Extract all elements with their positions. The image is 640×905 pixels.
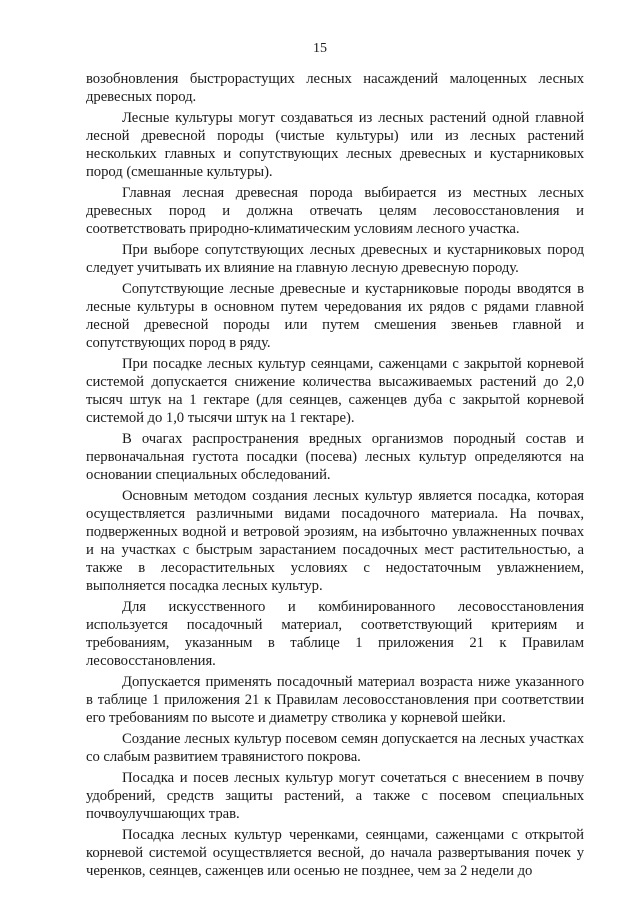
paragraph-6: При посадке лесных культур сеянцами, саженцами с закрытой корневой системой допускается снижение количества высаживаемых растений до 2,0 тысяч штук на 1 гектаре (для сеянцев, саженцев дуба с закрытой корневой системой до 1,0 тысячи штук на 1 гектаре). xyxy=(86,356,584,426)
paragraph-13: Посадка лесных культур черенками, сеянцами, саженцами с открытой корневой системой осуществляется весной, до начала развертывания почек у черенков, сеянцев, саженцев или осенью не позднее, чем за 2 недели до xyxy=(86,827,584,879)
paragraph-4: При выборе сопутствующих лесных древесных и кустарниковых пород следует учитывать их влияние на главную лесную древесную породу. xyxy=(86,242,584,276)
paragraph-2: Лесные культуры могут создаваться из лесных растений одной главной лесной древесной породы (чистые культуры) или из лесных растений нескольких главных и сопутствующих лесных древесных и кустарниковых пород (смешанные культуры). xyxy=(86,110,584,180)
page-number: 15 xyxy=(313,41,327,56)
paragraph-12: Посадка и посев лесных культур могут сочетаться с внесением в почву удобрений, средств защиты растений, а также с посевом специальных почвоулучшающих трав. xyxy=(86,770,584,822)
paragraph-8: Основным методом создания лесных культур является посадка, которая осуществляется различными видами посадочного материала. На почвах, подверженных водной и ветровой эрозиям, на избыточно увлажненных почвах и на участках с быстрым зарастанием посадочных мест растительностью, а также в лесорастительных условиях с недостаточным увлажнением, выполняется посадка лесных культур. xyxy=(86,488,584,594)
paragraph-9: Для искусственного и комбинированного лесовосстановления используется посадочный материал, соответствующий критериям и требованиям, указанным в таблице 1 приложения 21 к Правилам лесовосстановления. xyxy=(86,599,584,669)
paragraph-1: возобновления быстрорастущих лесных насаждений малоценных лесных древесных пород. xyxy=(86,71,584,105)
paragraph-11: Создание лесных культур посевом семян допускается на лесных участках со слабым развитием травянистого покрова. xyxy=(86,731,584,765)
paragraph-5: Сопутствующие лесные древесные и кустарниковые породы вводятся в лесные культуры в основном путем чередования их рядов с рядами главной лесной древесной породы или путем смешения звеньев главной и сопутствующих пород в ряду. xyxy=(86,281,584,351)
paragraph-10: Допускается применять посадочный материал возраста ниже указанного в таблице 1 приложения 21 к Правилам лесовосстановления при соответствии его требованиям по высоте и диаметру стволика у корневой шейки. xyxy=(86,674,584,726)
paragraph-7: В очагах распространения вредных организмов породный состав и первоначальная густота посадки (посева) лесных культур определяются на основании специальных обследований. xyxy=(86,431,584,483)
paragraph-3: Главная лесная древесная порода выбирается из местных лесных древесных пород и должна отвечать целям лесовосстановления и соответствовать природно-климатическим условиям лесного участка. xyxy=(86,185,584,237)
document-body xyxy=(86,70,584,883)
